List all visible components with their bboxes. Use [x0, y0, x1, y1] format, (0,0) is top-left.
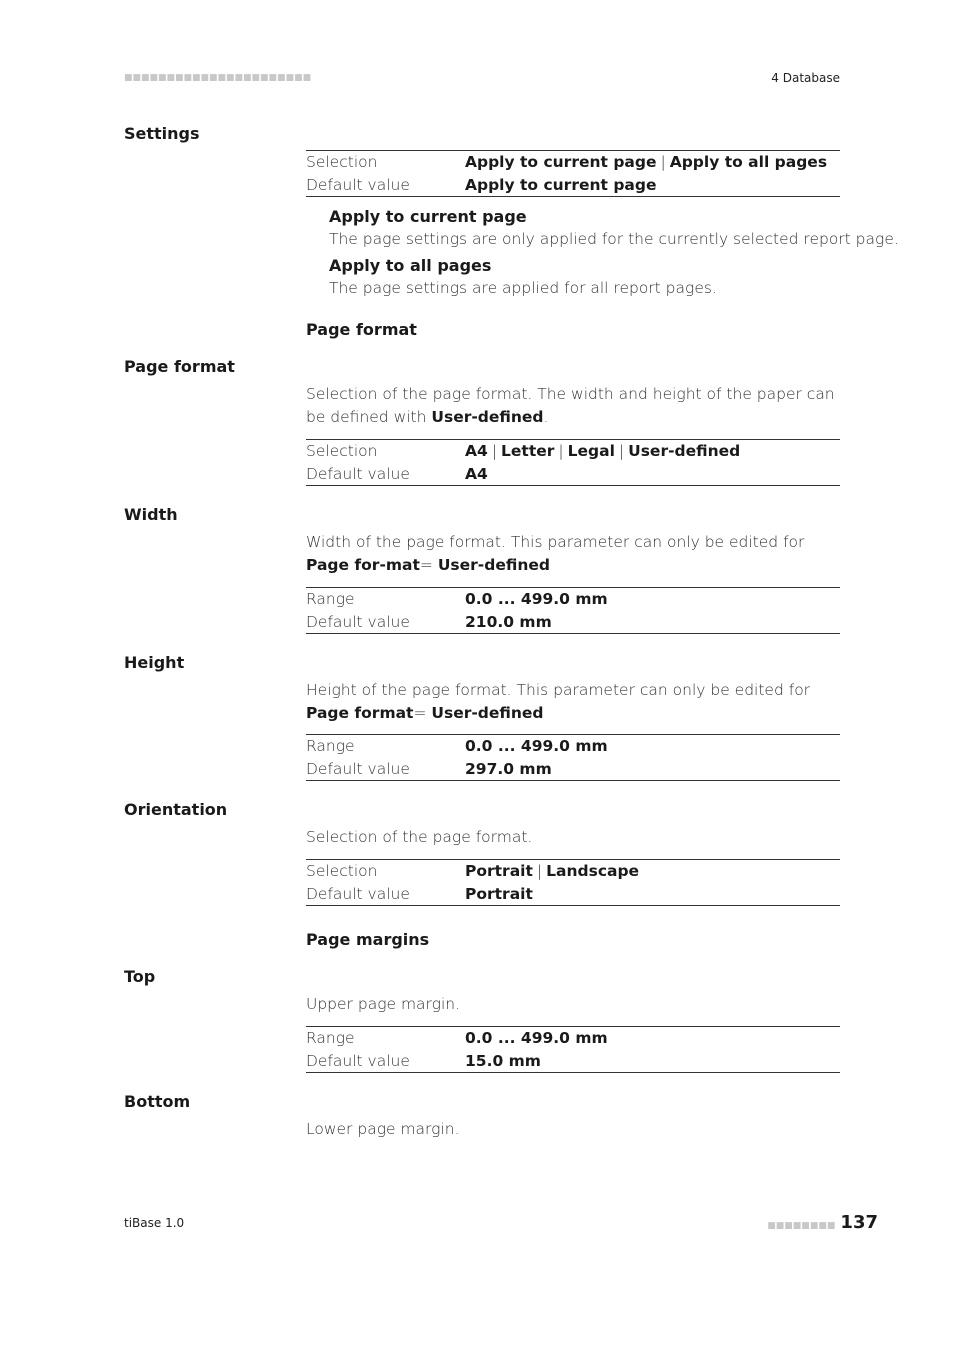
value-option: Portrait: [465, 884, 533, 903]
page-footer-right: [767, 1212, 878, 1233]
table-row: [306, 440, 840, 463]
top-table: [306, 1026, 840, 1073]
table-row: [306, 588, 840, 611]
row-key: Selection: [306, 153, 378, 171]
width-label: Width: [124, 505, 178, 524]
row-key: Selection: [306, 862, 378, 880]
table-row: [306, 463, 840, 486]
page-format-table: [306, 439, 840, 486]
product-name: tiBase 1.0: [124, 1216, 185, 1230]
row-value: [465, 174, 656, 197]
row-value: [465, 758, 552, 781]
bottom-description: Lower page margin.: [306, 1120, 460, 1138]
option-title: Apply to all pages: [329, 256, 492, 275]
section-heading: Page format: [306, 320, 417, 339]
separator: |: [618, 442, 625, 460]
option-title: Apply to current page: [329, 207, 527, 226]
row-key: Range: [306, 590, 355, 608]
row-value: [465, 611, 552, 634]
row-key: Default value: [306, 884, 410, 903]
row-key: Default value: [306, 464, 410, 483]
value-option: 0.0 ... 499.0 mm: [465, 1029, 608, 1047]
value-option: Apply to current page: [465, 153, 657, 171]
separator: |: [660, 153, 666, 171]
top-label: Top: [124, 967, 156, 986]
width-table: [306, 587, 840, 634]
value-option: Apply to all pages: [669, 153, 828, 171]
row-value: [465, 440, 740, 463]
table-row: [306, 735, 840, 758]
separator: |: [491, 442, 498, 460]
option-description: The page settings are only applied for the currently selected report page.: [329, 230, 899, 248]
value-option: Apply to current page: [465, 175, 657, 194]
row-value: [465, 860, 639, 883]
row-key: Selection: [306, 442, 378, 460]
header-decoration: ■■■■■■■■■■■■■■■■■■■■■■: [124, 73, 312, 83]
value-option: User-defined: [628, 442, 741, 460]
table-row: [306, 758, 840, 781]
settings-label: Settings: [124, 124, 200, 143]
row-key: Default value: [306, 1051, 410, 1070]
row-value: [465, 1027, 608, 1050]
settings-table: [306, 150, 840, 197]
value-option: Legal: [567, 442, 615, 460]
separator: |: [536, 862, 543, 880]
option-description: The page settings are applied for all report pages.: [329, 279, 717, 297]
table-row: [306, 883, 840, 906]
row-value: [465, 463, 488, 486]
width-description: Width of the page format. This parameter can only be edited for Page for-mat= User-defined: [306, 533, 805, 574]
row-value: [465, 588, 608, 611]
row-key: Range: [306, 1029, 355, 1047]
table-row: [306, 151, 840, 174]
row-value: [465, 883, 533, 906]
orientation-label: Orientation: [124, 800, 228, 819]
page-format-label: Page format: [124, 357, 235, 376]
value-option: 210.0 mm: [465, 612, 552, 631]
value-option: A4: [465, 442, 488, 460]
orientation-description: Selection of the page format.: [306, 828, 533, 846]
value-option: 0.0 ... 499.0 mm: [465, 590, 608, 608]
row-key: Default value: [306, 759, 410, 778]
bottom-label: Bottom: [124, 1092, 191, 1111]
top-description: Upper page margin.: [306, 995, 461, 1013]
orientation-table: [306, 859, 840, 906]
table-row: [306, 1050, 840, 1073]
row-key: Default value: [306, 175, 410, 194]
row-value: [465, 151, 827, 174]
value-option: 0.0 ... 499.0 mm: [465, 737, 608, 755]
page-format-description: Selection of the page format. The width and height of the paper can be defined with User-defined.: [306, 385, 835, 426]
page-number: 137: [840, 1212, 878, 1233]
section-heading: Page margins: [306, 930, 430, 949]
value-option: 15.0 mm: [465, 1051, 541, 1070]
chapter-title: 4 Database: [771, 71, 840, 85]
table-row: [306, 174, 840, 197]
value-option: A4: [465, 464, 488, 483]
row-value: [465, 1050, 541, 1073]
value-option: Letter: [501, 442, 555, 460]
value-option: Landscape: [546, 862, 640, 880]
row-key: Range: [306, 737, 355, 755]
footer-decoration: ■■■■■■■■: [767, 1221, 836, 1231]
separator: |: [558, 442, 564, 460]
value-option: Portrait: [465, 862, 533, 880]
row-key: Default value: [306, 612, 410, 631]
height-description: Height of the page format. This parameter can only be edited for Page format= User-defined: [306, 681, 811, 722]
table-row: [306, 1027, 840, 1050]
table-row: [306, 611, 840, 634]
table-row: [306, 860, 840, 883]
height-table: [306, 734, 840, 781]
height-label: Height: [124, 653, 185, 672]
value-option: 297.0 mm: [465, 759, 552, 778]
row-value: [465, 735, 608, 758]
